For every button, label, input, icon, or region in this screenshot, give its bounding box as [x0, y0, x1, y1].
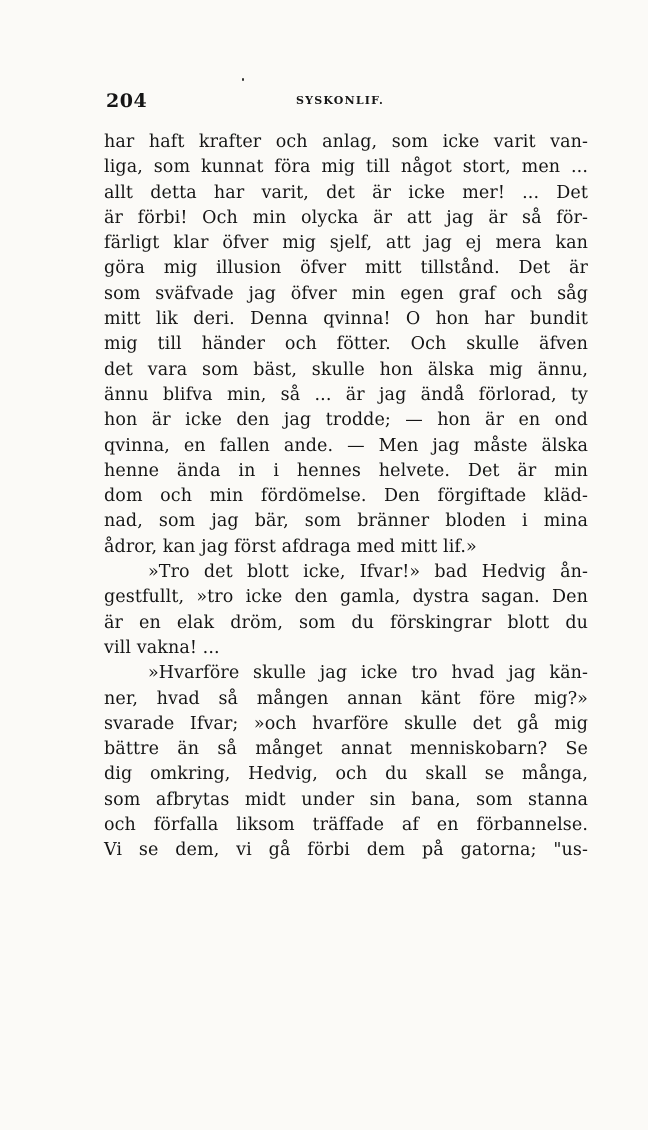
text-line: är förbi! Och min olycka är att jag är så för-: [104, 207, 588, 228]
text-line: och förfalla liksom träffade af en förbannelse.: [104, 815, 588, 836]
text-line: »Tro det blott icke, Ifvar!» bad Hedvig ån-: [148, 562, 588, 583]
text-line: som afbrytas midt under sin bana, som stanna: [104, 789, 588, 810]
text-line: dig omkring, Hedvig, och du skall se många,: [104, 764, 588, 785]
page-header: [106, 90, 586, 116]
body-text: [104, 130, 588, 864]
text-line: ännu blifva min, så ... är jag ändå förlorad, ty: [104, 384, 588, 405]
text-line: nad, som jag bär, som bränner bloden i mina: [104, 511, 588, 532]
text-line: »Hvarföre skulle jag icke tro hvad jag kän-: [148, 663, 588, 684]
text-line: hon är icke den jag trodde; — hon är en ond: [104, 410, 588, 431]
text-line: göra mig illusion öfver mitt tillstånd. Det är: [104, 258, 588, 279]
text-line: svarade Ifvar; »och hvarföre skulle det gå mig: [104, 713, 588, 734]
text-line: dom och min fördömelse. Den förgiftade kläd-: [104, 486, 588, 507]
text-line: är en elak dröm, som du förskingrar blott du: [104, 612, 588, 633]
page-number: 204: [106, 90, 148, 112]
text-line: ner, hvad så mången annan känt före mig?»: [104, 688, 588, 709]
text-line: bättre än så månget annat menniskobarn? Se: [104, 739, 588, 760]
text-line: som sväfvade jag öfver min egen graf och såg: [104, 283, 588, 304]
text-line: henne ända in i hennes helvete. Det är min: [104, 460, 588, 481]
running-title: SYSKONLIF.: [296, 94, 385, 107]
text-line: qvinna, en fallen ande. — Men jag måste älska: [104, 435, 588, 456]
text-line: har haft krafter och anlag, som icke varit van-: [104, 132, 588, 152]
ink-speck: [242, 78, 244, 81]
text-line: allt detta har varit, det är icke mer! ... Det: [104, 182, 588, 203]
text-line: gestfullt, »tro icke den gamla, dystra sagan. Den: [104, 587, 588, 608]
text-line: liga, som kunnat föra mig till något stort, men ...: [104, 157, 588, 178]
text-line: det vara som bäst, skulle hon älska mig ännu,: [104, 359, 588, 380]
text-line: mitt lik deri. Denna qvinna! O hon har bundit: [104, 309, 588, 330]
text-line: mig till händer och fötter. Och skulle äfven: [104, 334, 588, 355]
text-line: färligt klar öfver mig sjelf, att jag ej mera kan: [104, 233, 588, 254]
text-line: Vi se dem, vi gå förbi dem på gatorna; "us-: [104, 840, 588, 861]
text-line: vill vakna! ...: [104, 637, 220, 658]
text-line: ådror, kan jag först afdraga med mitt lif.»: [104, 536, 477, 557]
